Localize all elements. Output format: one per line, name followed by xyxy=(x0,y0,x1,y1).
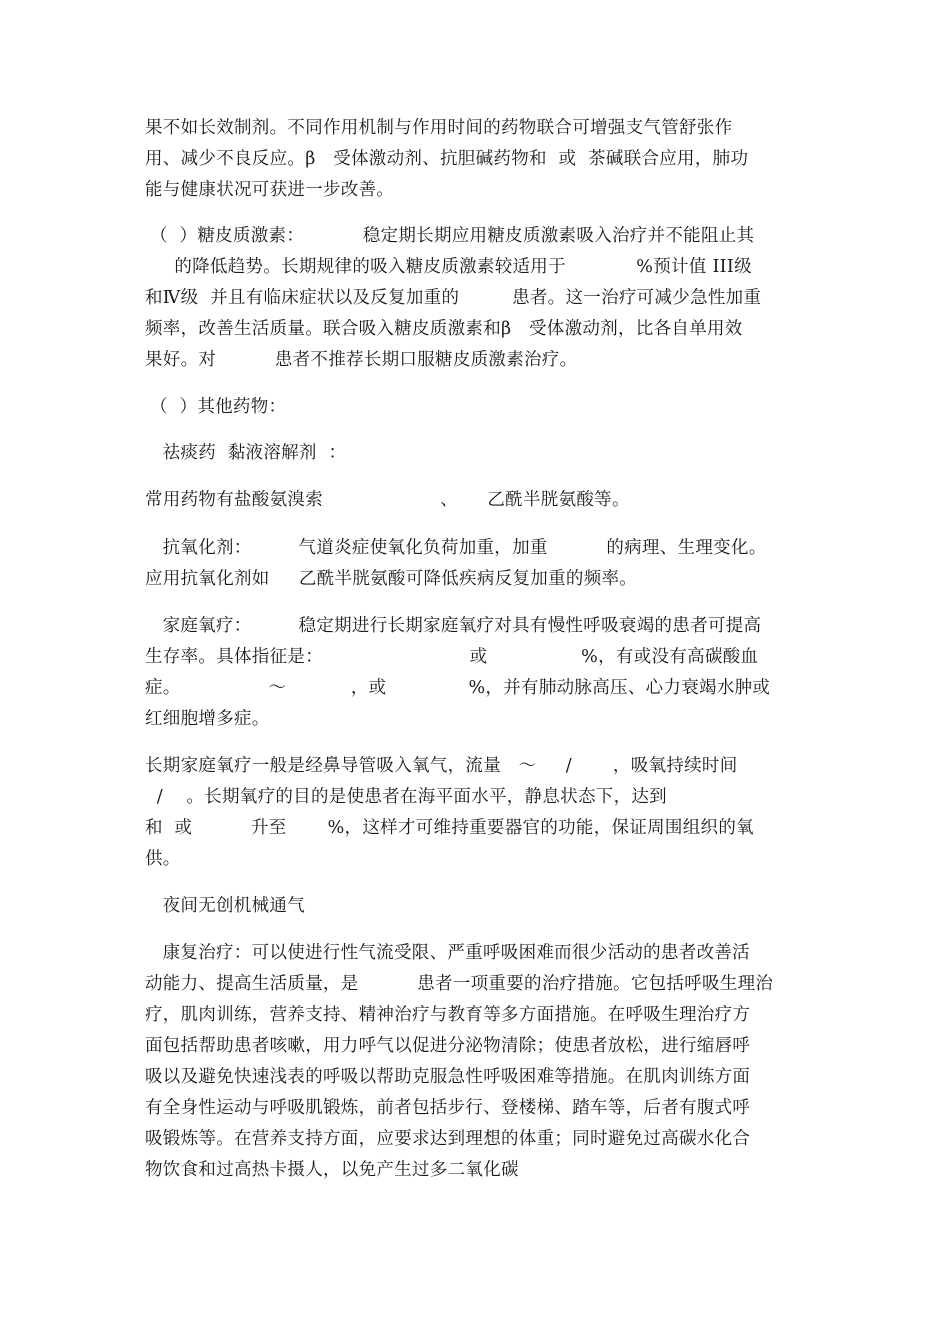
text-line: 果不如长效制剂。不同作用机制与作用时间的药物联合可增强支气管舒张作 xyxy=(145,118,733,138)
text-line: 频率，改善生活质量。联合吸入糖皮质激素和β 受体激动剂，比各自单用效 xyxy=(145,319,743,339)
text-line: 抗氧化剂： 气道炎症使氧化负荷加重，加重 的病理、生理变化。 xyxy=(145,538,767,558)
text-line: 家庭氧疗： 稳定期进行长期家庭氧疗对具有慢性呼吸衰竭的患者可提高 xyxy=(145,616,762,636)
text-line: 疗，肌肉训练，营养支持、精神治疗与教育等多方面措施。在呼吸生理治疗方 xyxy=(145,1005,751,1025)
text-line: 吸锻炼等。在营养支持方面，应要求达到理想的体重；同时避免过高碳水化合 xyxy=(145,1129,751,1149)
text-line: 吸以及避免快速浅表的呼吸以帮助克服急性呼吸困难等措施。在肌肉训练方面 xyxy=(145,1067,751,1087)
text-line: 有全身性运动与呼吸肌锻炼，前者包括步行、登楼梯、踏车等，后者有腹式呼 xyxy=(145,1098,751,1118)
text-line: 果好。对 患者不推荐长期口服糖皮质激素治疗。 xyxy=(145,350,578,370)
text-line: （ ）糖皮质激素： 稳定期长期应用糖皮质激素吸入治疗并不能阻止其 xyxy=(150,226,755,246)
text-line: 长期家庭氧疗一般是经鼻导管吸入氧气，流量 ～ / ，吸氧持续时间 xyxy=(145,756,738,776)
subsection-heading: 夜间无创机械通气 xyxy=(145,896,305,916)
text-line: 生存率。具体指征是： 或 %，有或没有高碳酸血 xyxy=(145,647,759,667)
text-line: 红细胞增多症。 xyxy=(145,709,270,729)
text-line: 用、减少不良反应。β 受体激动剂、抗胆碱药物和 或 茶碱联合应用，肺功 xyxy=(145,149,749,169)
text-line: 应用抗氧化剂如 乙酰半胱氨酸可降低疾病反复加重的频率。 xyxy=(145,569,638,589)
text-line: / 。长期氧疗的目的是使患者在海平面水平，静息状态下，达到 xyxy=(145,787,667,807)
text-line: 动能力、提高生活质量，是 患者一项重要的治疗措施。它包括呼吸生理治 xyxy=(145,974,774,994)
text-line: 面包括帮助患者咳嗽，用力呼气以促进分泌物清除；使患者放松，进行缩唇呼 xyxy=(145,1036,751,1056)
section-heading: （ ）其他药物： xyxy=(150,397,287,417)
text-line: 常用药物有盐酸氨溴索 、 乙酰半胱氨酸等。 xyxy=(145,490,630,510)
text-line: 的降低趋势。长期规律的吸入糖皮质激素较适用于 %预计值 III级 xyxy=(145,257,752,277)
text-line: 能与健康状况可获进一步改善。 xyxy=(145,180,395,200)
text-line: 供。 xyxy=(145,849,181,869)
text-line: 和Ⅳ级 并且有临床症状以及反复加重的 患者。这一治疗可减少急性加重 xyxy=(145,288,762,308)
text-line: 康复治疗：可以使进行性气流受限、严重呼吸困难而很少活动的患者改善活 xyxy=(145,943,750,963)
text-line: 症。 ～ ，或 %，并有肺动脉高压、心力衰竭水肿或 xyxy=(145,678,771,698)
text-line: 物饮食和过高热卡摄人，以免产生过多二氧化碳 xyxy=(145,1160,519,1180)
subsection-heading: 祛痰药 黏液溶解剂 ： xyxy=(145,443,347,463)
text-line: 和 或 升至 %，这样才可维持重要器官的功能，保证周围组织的氧 xyxy=(145,818,754,838)
